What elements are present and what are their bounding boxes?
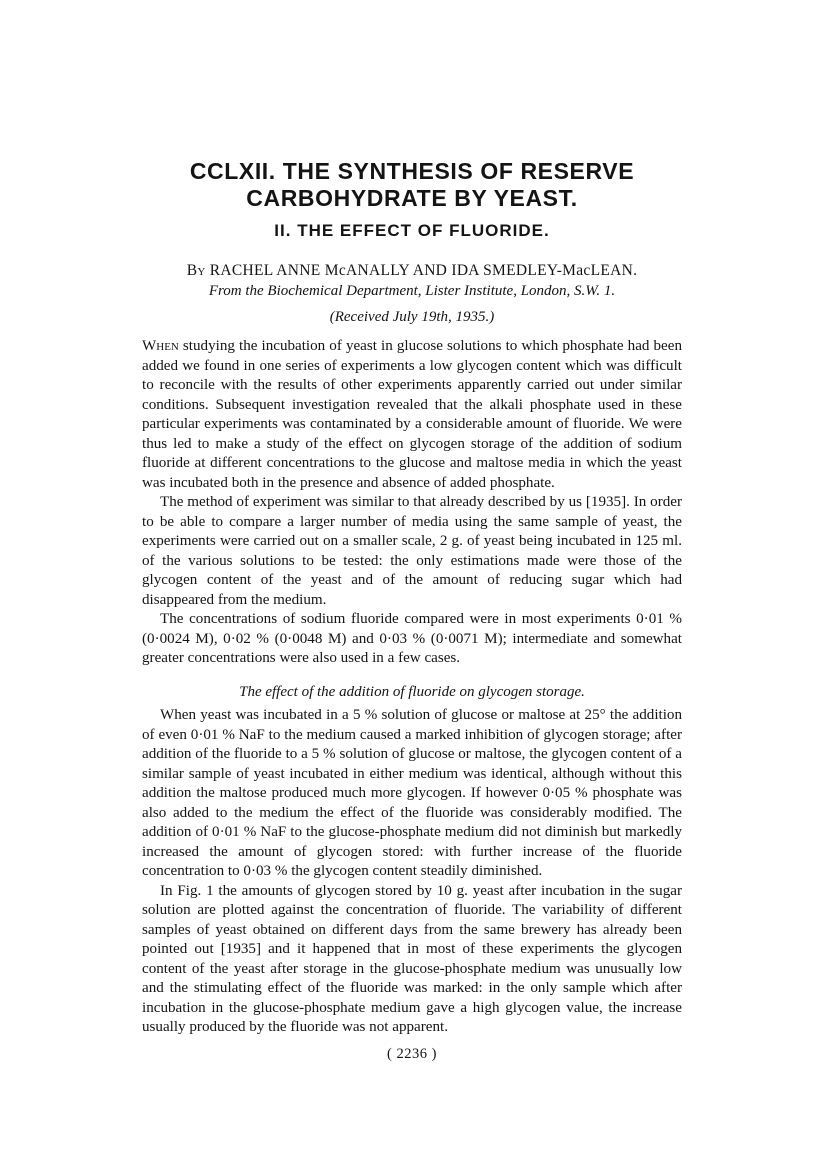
page-number: ( 2236 ) — [387, 1045, 437, 1062]
byline-prefix: By — [186, 262, 206, 279]
article-title-line-1: CCLXII. THE SYNTHESIS OF RESERVE — [189, 158, 635, 184]
paragraph-3: The concentrations of sodium fluoride compared were in most experiments 0·01 % (0·0024 M), 0·02 % (0·0048 M) and 0·03 % (0·0071 M); intermediate and somewhat greater concentrations were also used in a few cases. — [142, 611, 682, 666]
author-names: RACHEL ANNE McANALLY AND IDA SMEDLEY-MacLEAN. — [209, 262, 638, 279]
paragraph-1-lead-word: When — [142, 338, 179, 354]
author-byline — [142, 262, 682, 280]
received-date: (Received July 19th, 1935.) — [329, 309, 495, 325]
article-subtitle: II. THE EFFECT OF FLUORIDE. — [274, 221, 550, 240]
paragraph-4: When yeast was incubated in a 5 % solution of glucose or maltose at 25° the addition of even 0·01 % NaF to the medium caused a marked inhibition of glycogen storage; after addition of the fluoride to a 5 % solution of glucose or maltose, the glycogen content of a similar sample of yeast incubated in either medium was identical, although without this addition the maltose produced much more glycogen. If however 0·05 % phosphate was also added to the medium the effect of the fluoride was considerably modified. The addition of 0·01 % NaF to the glucose-phosphate medium did not diminish but markedly increased the amount of glycogen stored: with further increase of the fluoride concentration to 0·03 % the glycogen content steadily diminished. — [142, 707, 682, 879]
affiliation: From the Biochemical Department, Lister Institute, London, S.W. 1. — [208, 283, 616, 299]
article-page — [142, 158, 682, 1063]
paragraph-2: The method of experiment was similar to that already described by us [1935]. In order to be able to compare a larger number of media using the same sample of yeast, the experiments were carried out on a smaller scale, 2 g. of yeast being incubated in 125 ml. of the various solutions to be tested: the only estimations made were those of the glycogen content of the yeast and of the amount of reducing sugar which had disappeared from the medium. — [142, 494, 682, 608]
paragraph-1 — [142, 337, 682, 493]
paragraph-1-text: studying the incubation of yeast in glucose solutions to which phosphate had been added we found in one series of experiments a low glycogen content which was difficult to reconcile with the results of other experiments apparently carried out under similar conditions. Subsequent investigation revealed that the alkali phosphate used in these particular experiments was contaminated by a considerable amount of fluoride. We were thus led to make a study of the effect on glycogen storage of the addition of sodium fluoride at different concentrations to the glucose and maltose media in which the yeast was incubated both in the presence and absence of added phosphate. — [142, 338, 682, 491]
article-body — [142, 337, 682, 1038]
paragraph-5: In Fig. 1 the amounts of glycogen stored by 10 g. yeast after incubation in the sugar solution are plotted against the concentration of fluoride. The variability of different samples of yeast obtained on different days from the same brewery has already been pointed out [1935] and it happened that in most of these experiments the glycogen content of the yeast after storage in the glucose-phosphate medium was unusually low and the stimulating effect of the fluoride was marked: in the only sample which after incubation in the glucose-phosphate medium gave a high glycogen value, the increase usually produced by the fluoride was not apparent. — [142, 882, 682, 1035]
article-title-line-2: CARBOHYDRATE BY YEAST. — [246, 185, 578, 211]
section-heading: The effect of the addition of fluoride on glycogen storage. — [239, 683, 585, 700]
